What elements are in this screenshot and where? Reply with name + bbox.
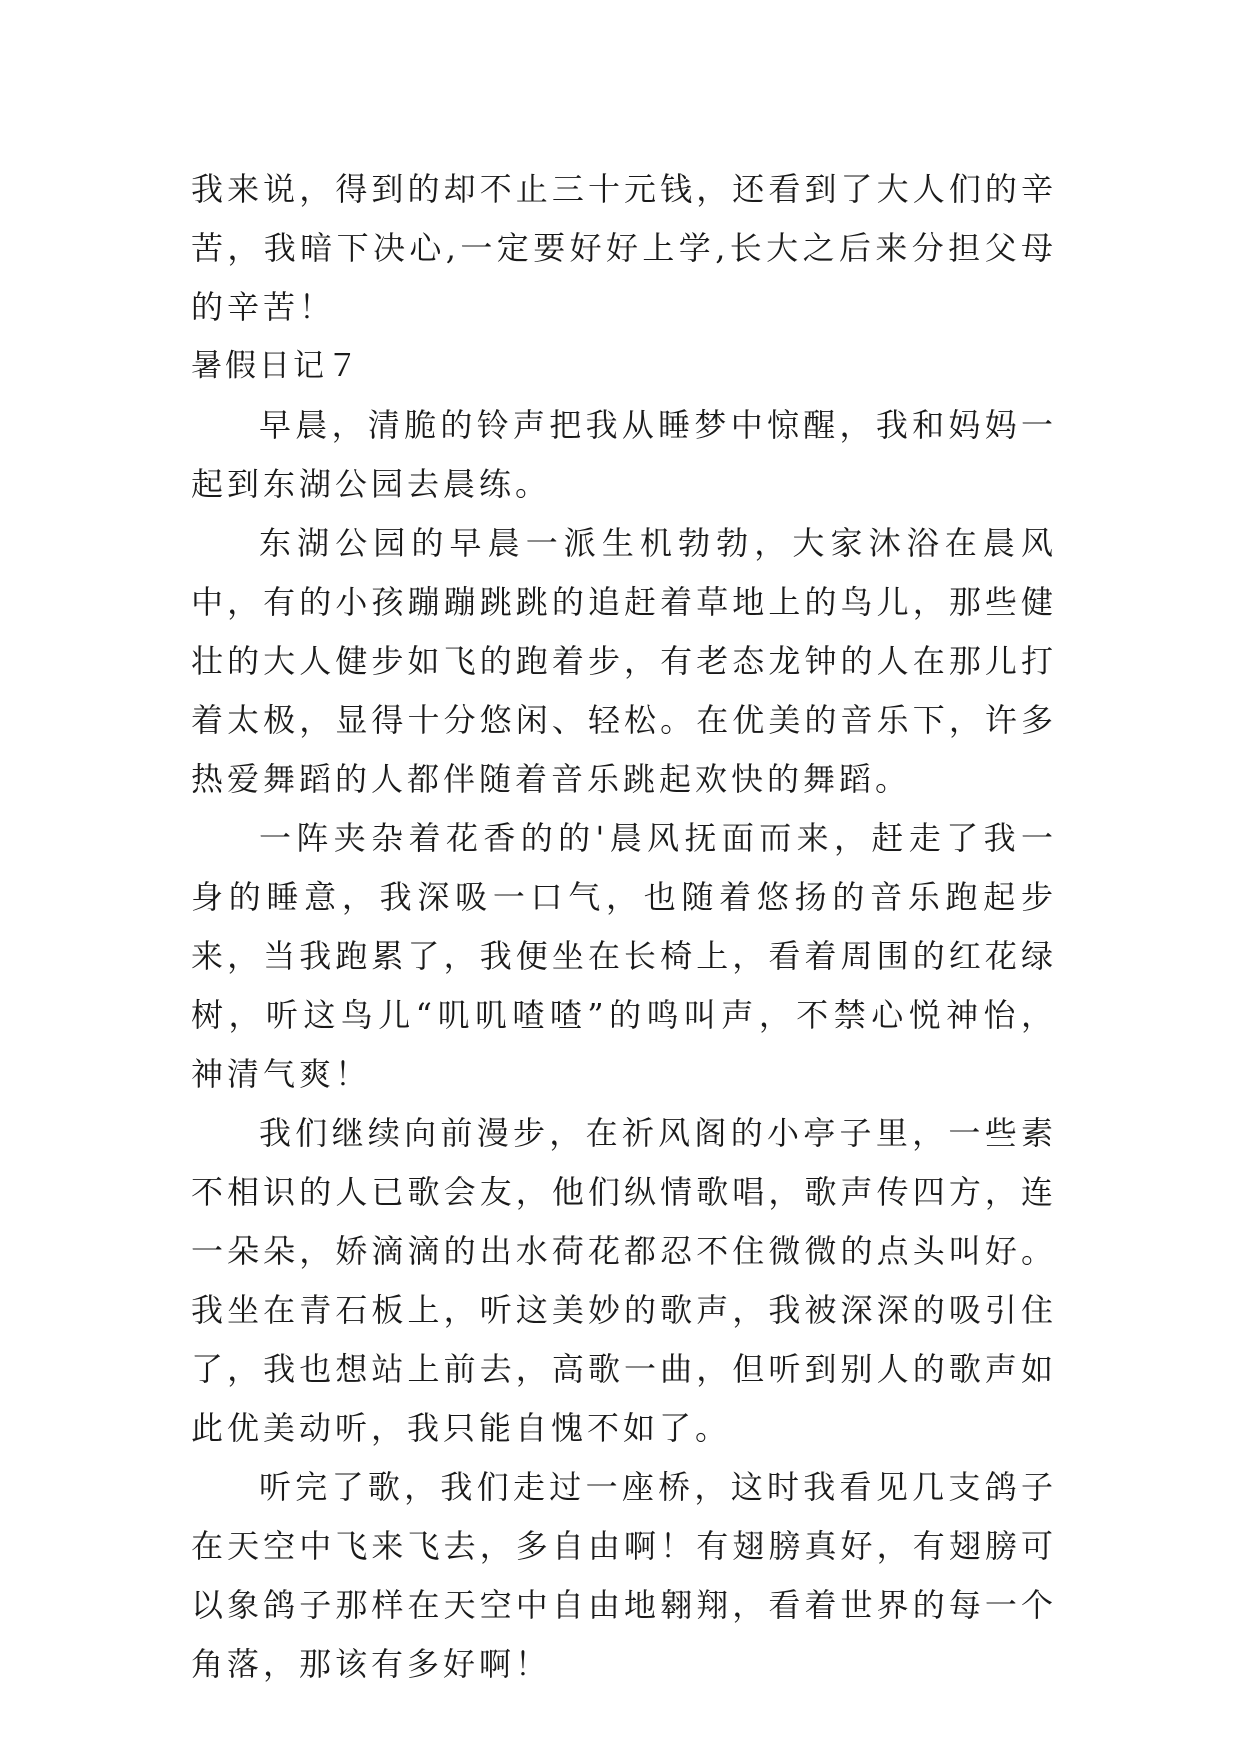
document-body bbox=[191, 160, 1057, 1694]
paragraph-morning-breeze: 一阵夹杂着花香的的'晨风抚面而来，赶走了我一身的睡意，我深吸一口气，也随着悠扬的音乐跑起步来，当我跑累了，我便坐在长椅上，看着周围的红花绿树，听这鸟儿“叽叽喳喳”的鸣叫声，不禁心悦神怡，神清气爽！ bbox=[191, 819, 1057, 1093]
opening-paragraph: 我来说，得到的却不止三十元钱，还看到了大人们的辛苦，我暗下决心,一定要好好上学,长大之后来分担父母的辛苦！ bbox=[191, 170, 1057, 326]
diary-heading: 暑假日记７ bbox=[191, 348, 361, 384]
paragraph-park-morning: 东湖公园的早晨一派生机勃勃，大家沐浴在晨风中，有的小孩蹦蹦跳跳的追赶着草地上的鸟儿，那些健壮的大人健步如飞的跑着步，有老态龙钟的人在那儿打着太极，显得十分悠闲、轻松。在优美的音乐下，许多热爱舞蹈的人都伴随着音乐跳起欢快的舞蹈。 bbox=[191, 524, 1057, 798]
paragraph-pigeons: 听完了歌，我们走过一座桥，这时我看见几支鸽子在天空中飞来飞去，多自由啊！有翅膀真好，有翅膀可以象鸽子那样在天空中自由地翱翔，看着世界的每一个角落，那该有多好啊！ bbox=[191, 1468, 1057, 1683]
paragraph-singing-pavilion: 我们继续向前漫步，在祈风阁的小亭子里，一些素不相识的人已歌会友，他们纵情歌唱，歌声传四方，连一朵朵，娇滴滴的出水荷花都忍不住微微的点头叫好。我坐在青石板上，听这美妙的歌声，我被深深的吸引住了，我也想站上前去，高歌一曲，但听到别人的歌声如此优美动听，我只能自愧不如了。 bbox=[191, 1114, 1057, 1447]
paragraph-morning-bell: 早晨，清脆的铃声把我从睡梦中惊醒，我和妈妈一起到东湖公园去晨练。 bbox=[191, 406, 1057, 503]
